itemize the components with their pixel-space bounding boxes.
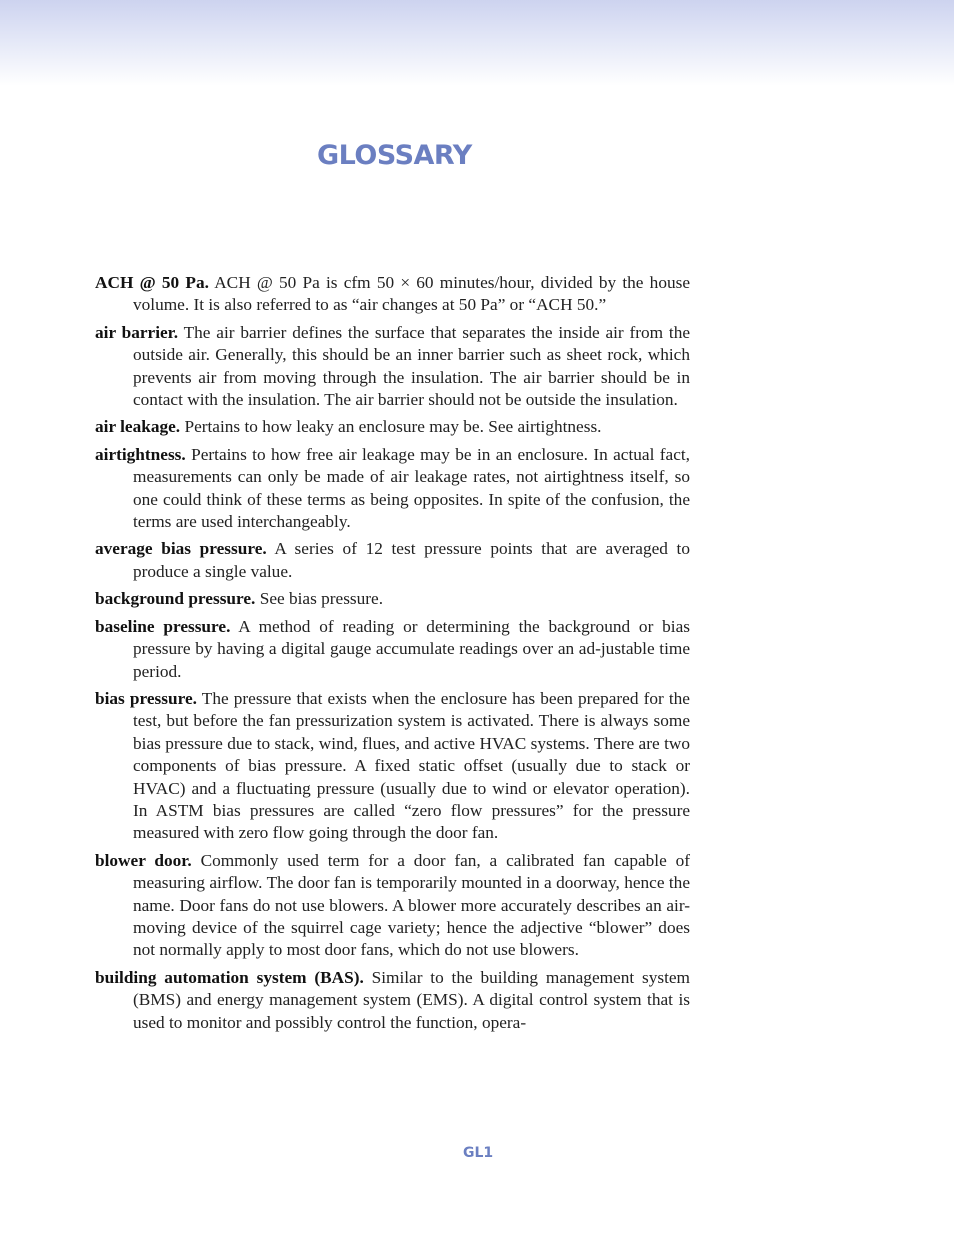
glossary-term: building automation system (BAS). <box>95 967 364 987</box>
header-band <box>0 0 954 86</box>
glossary-definition: Pertains to how free air leakage may be in an enclosure. In actual fact, measurements can only be made of air leakage rates, not airtightness itself, so one could think of these terms as being opposites. In spite of the confusion, the terms are used interchangeably. <box>133 444 690 532</box>
glossary-entry-average-bias-pressure <box>95 538 690 583</box>
glossary-definition: The pressure that exists when the enclosure has been prepared for the test, but before the fan pressurization system is activated. There is always some bias pressure due to stack, wind, flues, and active HVAC systems. There are two components of bias pressure. A fixed static offset (usually due to stack or HVAC) and a fluctuating pressure (usually due to wind or elevator operation). In ASTM bias pressures are called “zero flow pressures” for the pressure measured with zero flow going through the door fan. <box>133 688 690 843</box>
glossary-entry-baseline-pressure <box>95 616 690 683</box>
glossary-entry-building-automation-system <box>95 967 690 1034</box>
glossary-definition: A method of reading or determining the background or bias pressure by having a digital gauge accumulate readings over an ad-justable time period. <box>133 616 690 681</box>
glossary-entry-background-pressure <box>95 588 690 610</box>
glossary-definition: Commonly used term for a door fan, a calibrated fan capable of measuring airflow. The door fan is temporarily mounted in a doorway, hence the name. Door fans do not use blowers. A blower more accurately describes an air-moving device of the squirrel cage variety; hence the adjective “blower” does not normally apply to most door fans, which do not use blowers. <box>133 850 690 960</box>
glossary-term: ACH @ 50 Pa. <box>95 273 209 292</box>
glossary-entry-air-leakage <box>95 416 690 438</box>
glossary-term: background pressure. <box>95 589 256 609</box>
glossary-term: average bias pressure. <box>95 539 267 559</box>
glossary-definition: ACH @ 50 Pa is cfm 50 × 60 minutes/hour, divided by the house volume. It is also referred to as “air changes at 50 Pa” or “ACH 50.” <box>133 273 690 315</box>
glossary-definition: See bias pressure. <box>259 589 384 609</box>
page-number: GL1 <box>463 1145 494 1161</box>
glossary-term: air leakage. <box>95 417 181 437</box>
glossary-entry-ach-50-pa <box>95 272 690 317</box>
glossary-definition: The air barrier defines the surface that separates the inside air from the outside air. Generally, this should be an inner barrier such as sheet rock, which prevents air from moving through the insulation. The air barrier should be in contact with the insulation. The air barrier should not be outside the insulation. <box>133 322 691 410</box>
glossary-term: bias pressure. <box>95 688 197 708</box>
glossary-term: blower door. <box>95 850 192 870</box>
glossary-term: baseline pressure. <box>95 616 231 636</box>
glossary-entry-blower-door <box>95 850 690 962</box>
glossary-entry-airtightness <box>95 444 690 534</box>
glossary-definition: A series of 12 test pressure points that are averaged to produce a single value. <box>133 539 691 581</box>
glossary-definition: Similar to the building management system (BMS) and energy management system (EMS). A digital control system that is used to monitor and possibly control the function, opera- <box>133 967 690 1032</box>
glossary-term: airtightness. <box>95 444 186 464</box>
glossary-entry-bias-pressure <box>95 688 690 845</box>
glossary-list <box>95 272 690 1039</box>
glossary-term: air barrier. <box>95 322 179 342</box>
page-title: GLOSSARY <box>317 140 472 171</box>
glossary-entry-air-barrier <box>95 322 690 412</box>
glossary-definition: Pertains to how leaky an enclosure may be. See airtightness. <box>184 417 602 437</box>
